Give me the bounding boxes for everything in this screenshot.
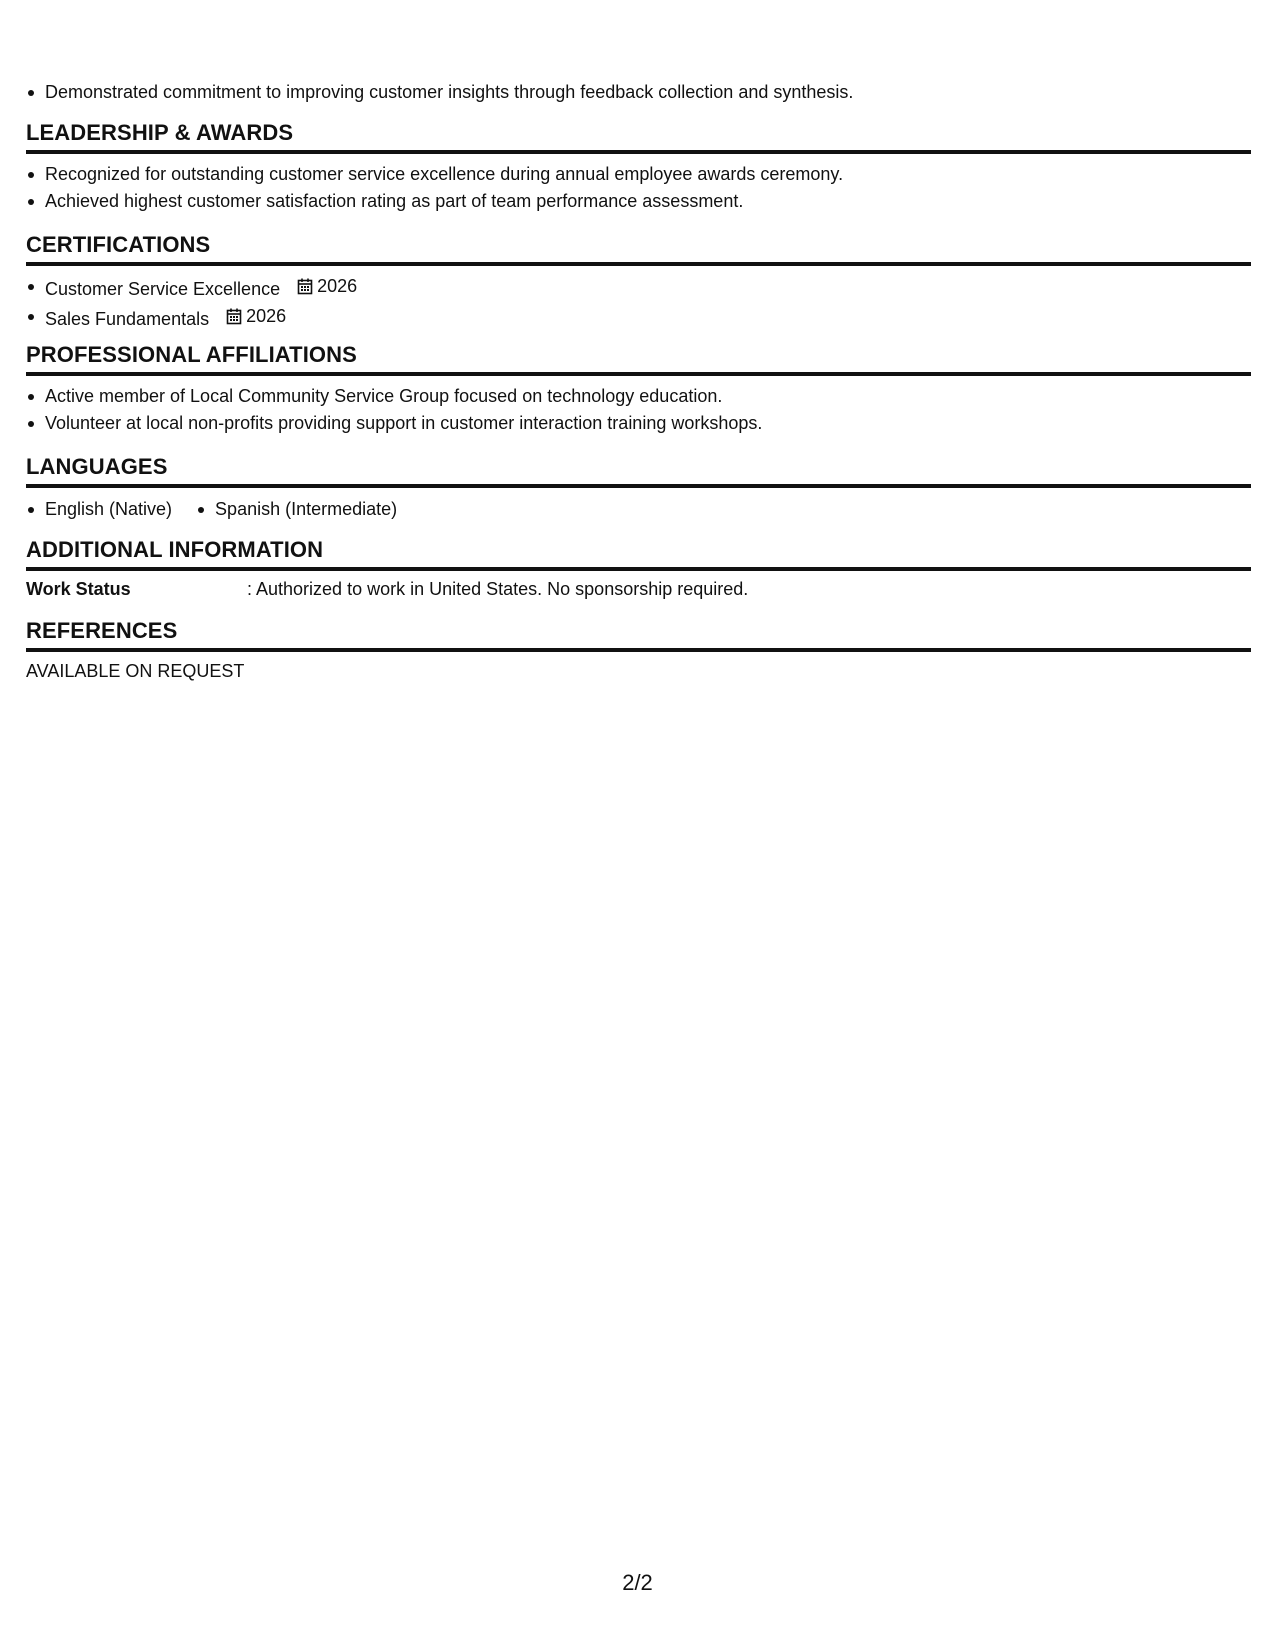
leadership-list: [26, 161, 1251, 215]
section-title: PROFESSIONAL AFFILIATIONS: [26, 342, 1251, 376]
calendar-icon: [297, 278, 313, 295]
info-value: : Authorized to work in United States. No sponsorship required.: [247, 579, 749, 599]
certification-date: [226, 303, 286, 330]
list-item: Achieved highest customer satisfaction rating as part of team performance assessment.: [26, 188, 1251, 215]
languages-list: [26, 496, 1251, 523]
list-item: Volunteer at local non-profits providing support in customer interaction training workshops.: [26, 410, 1251, 437]
language-item: Spanish (Intermediate): [196, 496, 397, 523]
section-title: ADDITIONAL INFORMATION: [26, 537, 1251, 571]
affiliations-list: [26, 383, 1251, 437]
list-item: Demonstrated commitment to improving customer insights through feedback collection and synthesis.: [26, 79, 853, 106]
certification-year: 2026: [246, 306, 287, 326]
section-certifications: [26, 232, 1251, 333]
list-item: Active member of Local Community Service Group focused on technology education.: [26, 383, 1251, 410]
certification-year: 2026: [317, 276, 358, 296]
section-languages: [26, 454, 1251, 523]
section-title: REFERENCES: [26, 618, 1251, 652]
section-professional-affiliations: [26, 342, 1251, 437]
section-references: [26, 618, 1251, 685]
section-title: LANGUAGES: [26, 454, 1251, 488]
page-number: 2/2: [622, 1570, 653, 1595]
section-leadership-awards: [26, 120, 1251, 215]
section-title: CERTIFICATIONS: [26, 232, 1251, 266]
info-row: [26, 576, 1251, 603]
certifications-list: [26, 273, 1251, 333]
section-additional-information: [26, 537, 1251, 603]
info-label: Work Status: [26, 579, 131, 599]
intro-list: [26, 79, 853, 106]
list-item: Recognized for outstanding customer service excellence during annual employee awards ceremony.: [26, 161, 1251, 188]
certification-item: [26, 273, 1251, 303]
certification-name: Customer Service Excellence: [45, 279, 281, 299]
certification-item: [26, 303, 1251, 333]
certification-name: Sales Fundamentals: [45, 309, 210, 329]
section-title: LEADERSHIP & AWARDS: [26, 120, 1251, 154]
certification-date: [297, 273, 357, 300]
calendar-icon: [226, 308, 242, 325]
references-text: AVAILABLE ON REQUEST: [26, 661, 245, 681]
language-item: English (Native): [26, 496, 172, 523]
